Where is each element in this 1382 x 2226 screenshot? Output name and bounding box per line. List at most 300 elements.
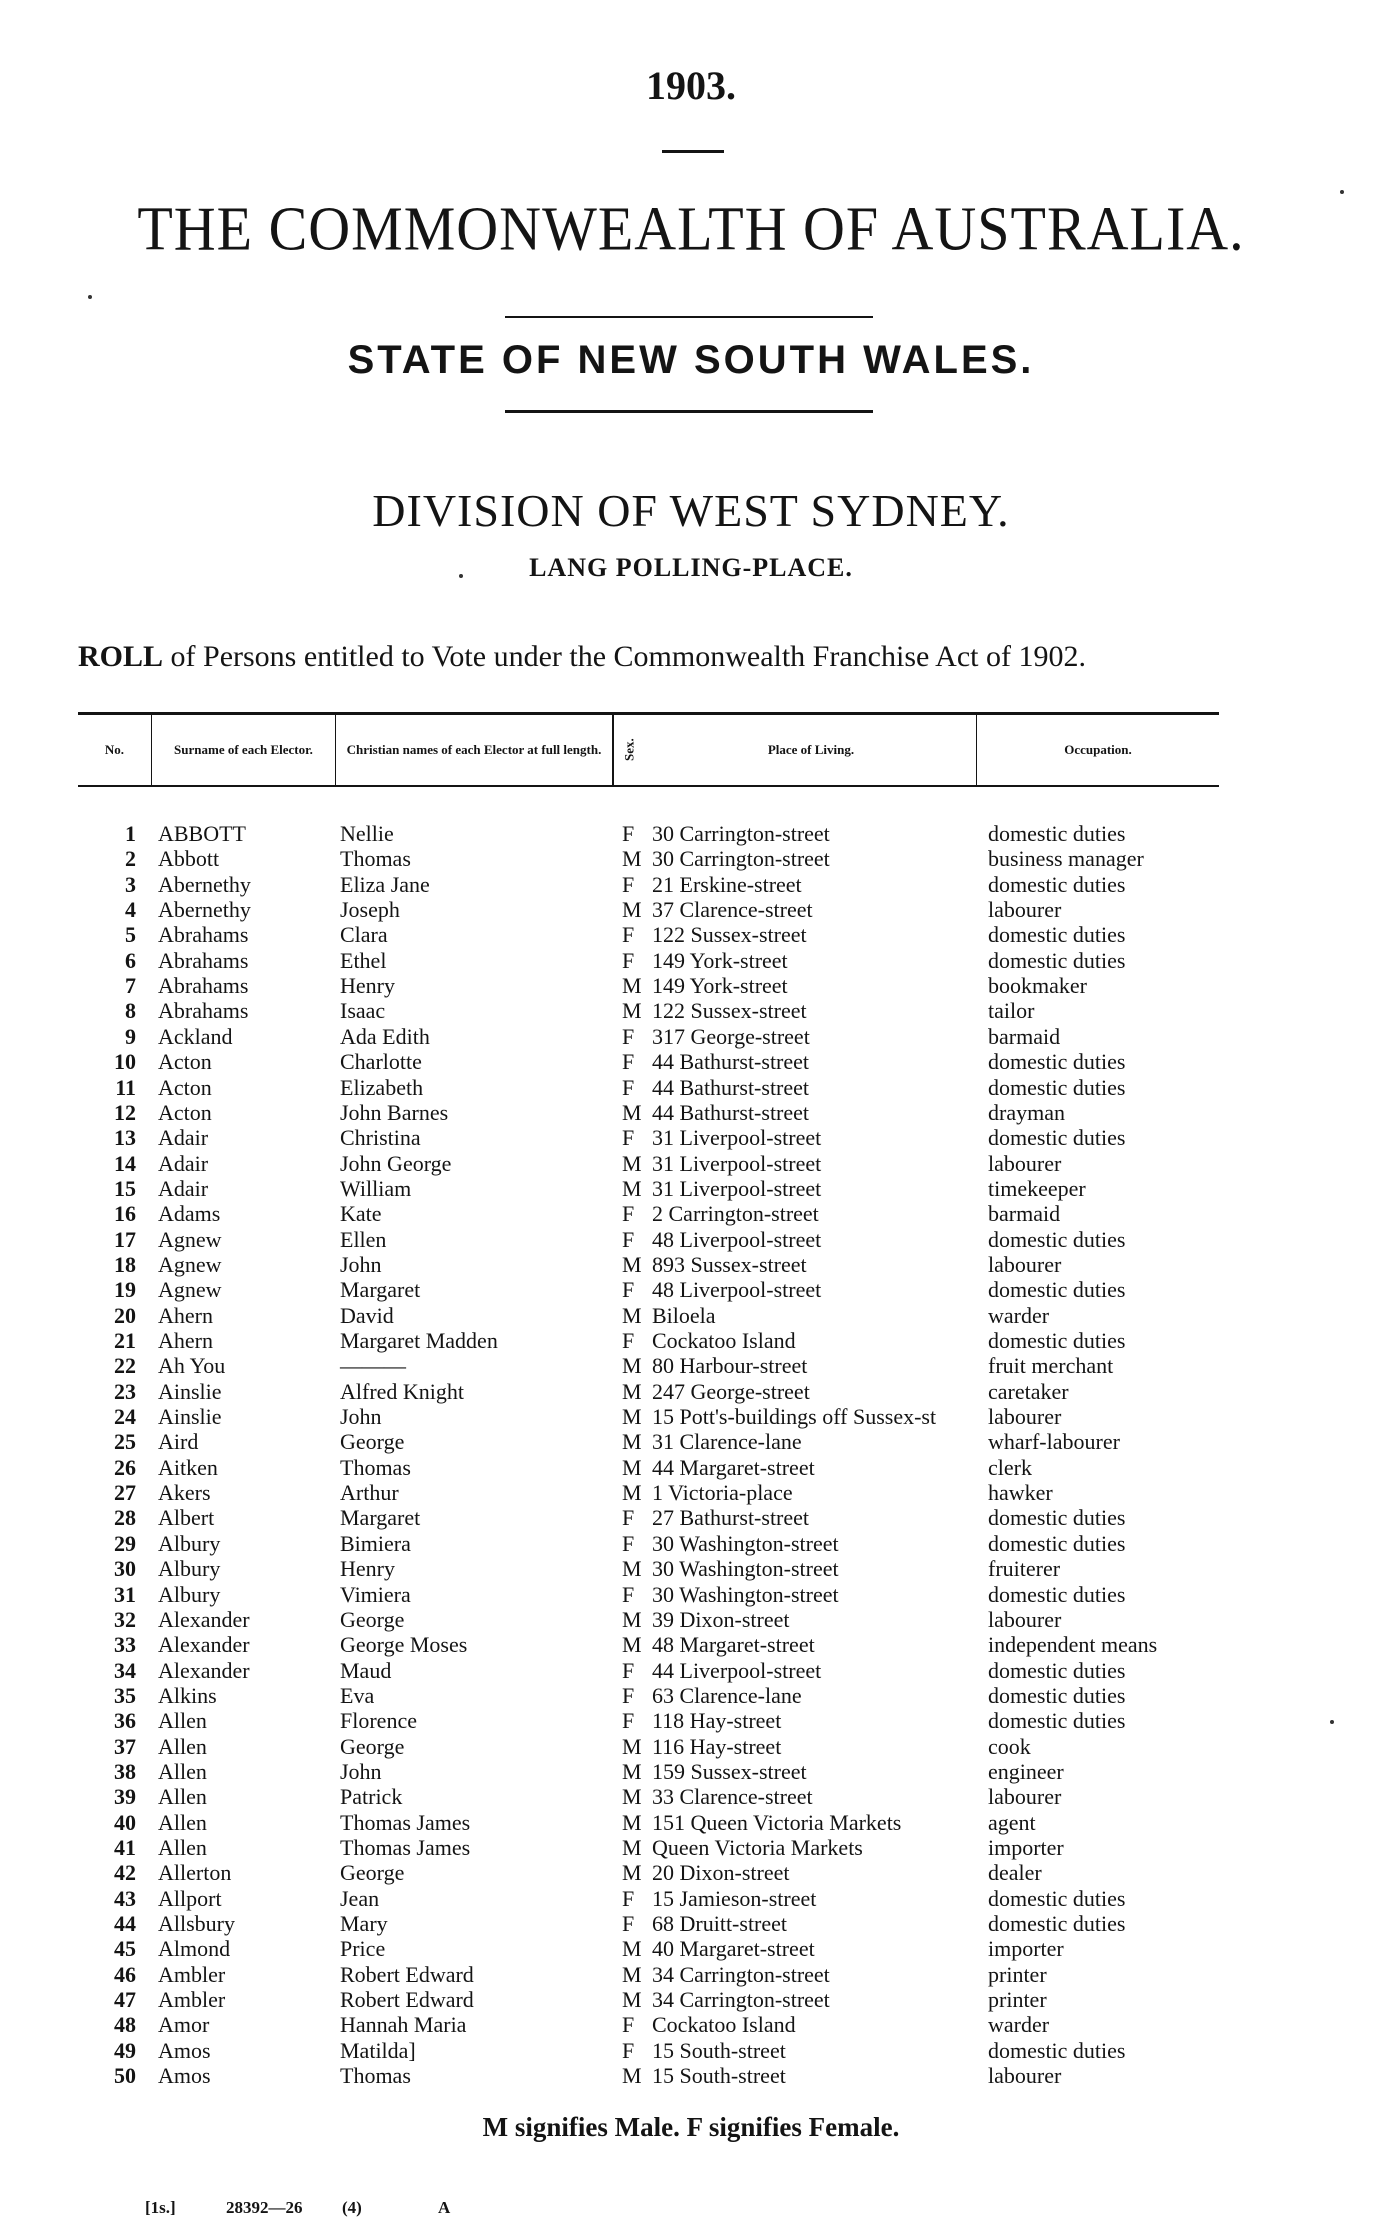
- row-number: 25: [114, 1429, 136, 1455]
- christian-names-cell: Hannah Maria: [340, 2012, 467, 2038]
- surname-cell: Adams: [158, 1201, 221, 1227]
- surname-cell: Abbott: [158, 846, 220, 872]
- christian-names-cell: Bimiera: [340, 1530, 411, 1556]
- sex-cell: M: [622, 1175, 642, 1201]
- column-header-no: No.: [78, 715, 152, 785]
- christian-names-cell: George Moses: [340, 1632, 468, 1658]
- surname-cell: Albury: [158, 1530, 221, 1556]
- place-of-living-cell: 122 Sussex-street: [652, 998, 807, 1024]
- occupation-cell: domestic duties: [988, 1049, 1126, 1075]
- row-number: 39: [114, 1784, 136, 1810]
- table-row: [0, 1936, 1382, 1961]
- division-heading: DIVISION OF WEST SYDNEY.: [372, 485, 1010, 536]
- christian-names-cell: Margaret: [340, 1505, 421, 1531]
- christian-names-cell: George: [340, 1429, 405, 1455]
- sex-cell: F: [622, 1885, 635, 1911]
- row-number: 41: [114, 1835, 136, 1860]
- divider-rule: [662, 150, 724, 153]
- christian-names-cell: George: [340, 1860, 405, 1886]
- christian-names-cell: Joseph: [340, 897, 400, 923]
- occupation-cell: domestic duties: [988, 1911, 1126, 1937]
- column-header-christian-names: Christian names of each Elector at full length.: [336, 715, 613, 785]
- place-of-living-cell: 30 Carrington-street: [652, 846, 830, 872]
- occupation-cell: cook: [988, 1733, 1031, 1759]
- occupation-cell: domestic duties: [988, 1682, 1126, 1708]
- place-of-living-cell: Queen Victoria Markets: [652, 1835, 863, 1860]
- occupation-cell: warder: [988, 1302, 1050, 1328]
- surname-cell: Almond: [158, 1936, 231, 1962]
- row-number: 40: [114, 1809, 136, 1835]
- table-row: [0, 2063, 1382, 2088]
- sex-cell: F: [622, 2012, 635, 2038]
- table-row: [0, 1303, 1382, 1328]
- table-row: [0, 1531, 1382, 1556]
- sex-cell: F: [622, 1657, 635, 1683]
- surname-cell: Allport: [158, 1885, 222, 1911]
- christian-names-cell: Mary: [340, 1911, 388, 1937]
- occupation-cell: importer: [988, 1835, 1064, 1860]
- christian-names-cell: Maud: [340, 1657, 392, 1683]
- occupation-cell: dealer: [988, 1860, 1042, 1886]
- table-row: [0, 1810, 1382, 1835]
- place-of-living-cell: 48 Liverpool-street: [652, 1226, 822, 1252]
- occupation-cell: domestic duties: [988, 2037, 1126, 2063]
- christian-names-cell: Jean: [340, 1885, 380, 1911]
- christian-names-cell: John: [340, 1404, 382, 1430]
- table-row: [0, 1505, 1382, 1530]
- christian-names-cell: Elizabeth: [340, 1074, 424, 1100]
- row-number: 45: [114, 1936, 136, 1962]
- place-of-living-cell: 34 Carrington-street: [652, 1987, 830, 2013]
- surname-cell: Ambler: [158, 1987, 226, 2013]
- christian-names-cell: Henry: [340, 973, 395, 999]
- divider-rule: [505, 410, 873, 413]
- sex-cell: M: [622, 1632, 642, 1658]
- place-of-living-cell: 247 George-street: [652, 1378, 810, 1404]
- surname-cell: Allerton: [158, 1860, 232, 1886]
- place-of-living-cell: 68 Druitt-street: [652, 1911, 788, 1937]
- occupation-cell: labourer: [988, 897, 1062, 923]
- occupation-cell: domestic duties: [988, 1277, 1126, 1303]
- row-number: 13: [114, 1125, 136, 1151]
- row-number: 49: [114, 2037, 136, 2063]
- surname-cell: Allen: [158, 1758, 207, 1784]
- christian-names-cell: Alfred Knight: [340, 1378, 465, 1404]
- surname-cell: Albert: [158, 1505, 215, 1531]
- occupation-cell: caretaker: [988, 1378, 1069, 1404]
- table-row: [0, 1379, 1382, 1404]
- table-row: [0, 1429, 1382, 1454]
- place-of-living-cell: 34 Carrington-street: [652, 1961, 830, 1987]
- row-number: 2: [125, 846, 136, 872]
- form-code: [1s.]: [145, 2198, 176, 2217]
- surname-cell: Allen: [158, 1809, 207, 1835]
- surname-cell: Alexander: [158, 1657, 250, 1683]
- row-number: 9: [125, 1023, 136, 1049]
- occupation-cell: wharf-labourer: [988, 1429, 1120, 1455]
- table-header: [78, 712, 1219, 787]
- surname-cell: Allen: [158, 1733, 207, 1759]
- christian-names-cell: Nellie: [340, 821, 394, 846]
- sex-cell: F: [622, 1682, 635, 1708]
- row-number: 32: [114, 1606, 136, 1632]
- speck: [1330, 1720, 1334, 1724]
- surname-cell: Albury: [158, 1581, 221, 1607]
- place-of-living-cell: 30 Washington-street: [652, 1581, 839, 1607]
- place-of-living-cell: 37 Clarence-street: [652, 897, 813, 923]
- occupation-cell: domestic duties: [988, 922, 1126, 948]
- place-of-living-cell: 44 Bathurst-street: [652, 1049, 810, 1075]
- sex-cell: M: [622, 998, 642, 1024]
- row-number: 15: [114, 1175, 136, 1201]
- table-row: [0, 821, 1382, 846]
- occupation-cell: printer: [988, 1987, 1047, 2013]
- occupation-cell: importer: [988, 1936, 1064, 1962]
- sex-cell: F: [622, 821, 635, 846]
- row-number: 46: [114, 1961, 136, 1987]
- occupation-cell: labourer: [988, 1606, 1062, 1632]
- row-number: 10: [114, 1049, 136, 1075]
- surname-cell: Allen: [158, 1784, 207, 1810]
- place-of-living-cell: 151 Queen Victoria Markets: [652, 1809, 902, 1835]
- sex-cell: M: [622, 1454, 642, 1480]
- surname-cell: Abrahams: [158, 973, 249, 999]
- sex-cell: M: [622, 1150, 642, 1176]
- row-number: 43: [114, 1885, 136, 1911]
- row-number: 6: [125, 947, 136, 973]
- place-of-living-cell: 30 Carrington-street: [652, 821, 830, 846]
- row-number: 19: [114, 1277, 136, 1303]
- sex-cell: F: [622, 1505, 635, 1531]
- sex-cell: M: [622, 1733, 642, 1759]
- surname-cell: Allen: [158, 1708, 207, 1734]
- occupation-cell: domestic duties: [988, 1226, 1126, 1252]
- occupation-cell: domestic duties: [988, 1581, 1126, 1607]
- row-number: 38: [114, 1758, 136, 1784]
- table-row: [0, 1784, 1382, 1809]
- sex-cell: M: [622, 1099, 642, 1125]
- sex-cell: F: [622, 1530, 635, 1556]
- row-number: 12: [114, 1099, 136, 1125]
- table-row: [0, 1100, 1382, 1125]
- sheet-letter: A: [438, 2198, 451, 2217]
- place-of-living-cell: 44 Bathurst-street: [652, 1099, 810, 1125]
- christian-names-cell: Robert Edward: [340, 1961, 474, 1987]
- row-number: 1: [125, 821, 136, 846]
- speck: [88, 295, 92, 299]
- table-row: [0, 1708, 1382, 1733]
- table-row: [0, 1252, 1382, 1277]
- place-of-living-cell: 39 Dixon-street: [652, 1606, 790, 1632]
- table-row: [0, 1455, 1382, 1480]
- christian-names-cell: Thomas: [340, 1454, 411, 1480]
- sex-legend: M signifies Male. F signifies Female.: [482, 2112, 900, 2142]
- surname-cell: Aird: [158, 1429, 199, 1455]
- speck: [1340, 190, 1344, 194]
- occupation-cell: barmaid: [988, 1201, 1061, 1227]
- occupation-cell: domestic duties: [988, 947, 1126, 973]
- row-number: 21: [114, 1328, 136, 1353]
- sex-cell: F: [622, 1581, 635, 1607]
- sex-cell: M: [622, 1480, 642, 1506]
- occupation-cell: domestic duties: [988, 1328, 1126, 1353]
- table-row: [0, 1277, 1382, 1302]
- christian-names-cell: John: [340, 1758, 382, 1784]
- surname-cell: Ackland: [158, 1023, 233, 1049]
- occupation-cell: timekeeper: [988, 1175, 1086, 1201]
- row-number: 14: [114, 1150, 136, 1176]
- row-number: 22: [114, 1353, 136, 1379]
- christian-names-cell: Florence: [340, 1708, 417, 1734]
- christian-names-cell: Margaret Madden: [340, 1328, 498, 1353]
- table-row: [0, 872, 1382, 897]
- place-of-living-cell: 116 Hay-street: [652, 1733, 782, 1759]
- place-of-living-cell: 31 Clarence-lane: [652, 1429, 802, 1455]
- surname-cell: Acton: [158, 1049, 212, 1075]
- table-row: [0, 973, 1382, 998]
- christian-names-cell: John Barnes: [340, 1099, 449, 1125]
- speck: [459, 574, 463, 578]
- row-number: 7: [125, 973, 136, 999]
- occupation-cell: domestic duties: [988, 821, 1126, 846]
- sex-cell: F: [622, 947, 635, 973]
- surname-cell: Alkins: [158, 1682, 217, 1708]
- table-row: [0, 2012, 1382, 2037]
- occupation-cell: agent: [988, 1809, 1036, 1835]
- christian-names-cell: Price: [340, 1936, 386, 1962]
- row-number: 50: [114, 2063, 136, 2089]
- surname-cell: Agnew: [158, 1277, 222, 1303]
- place-of-living-cell: 80 Harbour-street: [652, 1353, 808, 1379]
- table-row: [0, 1201, 1382, 1226]
- table-row: [0, 897, 1382, 922]
- christian-names-cell: Thomas James: [340, 1835, 471, 1860]
- state-heading: STATE OF NEW SOUTH WALES.: [347, 338, 1035, 382]
- sex-cell: M: [622, 1987, 642, 2013]
- row-number: 4: [125, 897, 136, 923]
- table-row: [0, 1632, 1382, 1657]
- surname-cell: Amor: [158, 2012, 210, 2038]
- row-number: 30: [114, 1556, 136, 1582]
- row-number: 42: [114, 1860, 136, 1886]
- column-header-occupation: Occupation.: [1064, 741, 1132, 757]
- surname-cell: Allen: [158, 1835, 207, 1860]
- place-of-living-cell: 30 Washington-street: [652, 1530, 839, 1556]
- occupation-cell: engineer: [988, 1758, 1064, 1784]
- place-of-living-cell: 63 Clarence-lane: [652, 1682, 802, 1708]
- christian-names-cell: Patrick: [340, 1784, 403, 1810]
- occupation-cell: labourer: [988, 1251, 1062, 1277]
- surname-cell: Ainslie: [158, 1404, 222, 1430]
- surname-cell: Abrahams: [158, 922, 249, 948]
- christian-names-cell: Thomas: [340, 2063, 411, 2089]
- row-number: 17: [114, 1226, 136, 1252]
- table-row: [0, 1075, 1382, 1100]
- occupation-cell: clerk: [988, 1454, 1032, 1480]
- sex-cell: F: [622, 1125, 635, 1151]
- occupation-cell: bookmaker: [988, 973, 1087, 999]
- place-of-living-cell: Cockatoo Island: [652, 2012, 796, 2038]
- surname-cell: Albury: [158, 1556, 221, 1582]
- place-of-living-cell: 149 York-street: [652, 947, 788, 973]
- column-header-place: Place of Living.: [646, 715, 977, 785]
- surname-cell: Acton: [158, 1074, 212, 1100]
- christian-names-cell: Kate: [340, 1201, 382, 1227]
- place-of-living-cell: 15 Jamieson-street: [652, 1885, 817, 1911]
- row-number: 37: [114, 1733, 136, 1759]
- row-number: 26: [114, 1454, 136, 1480]
- occupation-cell: labourer: [988, 1150, 1062, 1176]
- occupation-cell: domestic duties: [988, 1657, 1126, 1683]
- row-number: 29: [114, 1530, 136, 1556]
- place-of-living-cell: 1 Victoria-place: [652, 1480, 793, 1506]
- place-of-living-cell: 2 Carrington-street: [652, 1201, 819, 1227]
- surname-cell: Amos: [158, 2063, 211, 2089]
- christian-names-cell: Christina: [340, 1125, 421, 1151]
- sex-cell: M: [622, 1758, 642, 1784]
- table-row: [0, 1125, 1382, 1150]
- sex-cell: F: [622, 1226, 635, 1252]
- christian-names-cell: George: [340, 1606, 405, 1632]
- table-row: [0, 1911, 1382, 1936]
- surname-cell: Abernethy: [158, 871, 251, 897]
- sex-cell: F: [622, 2037, 635, 2063]
- table-row: [0, 1353, 1382, 1378]
- surname-cell: Akers: [158, 1480, 211, 1506]
- row-number: 5: [125, 922, 136, 948]
- table-row: [0, 1987, 1382, 2012]
- surname-cell: Ah You: [158, 1353, 226, 1379]
- column-header-sex: Sex.: [613, 715, 646, 785]
- sex-cell: F: [622, 1049, 635, 1075]
- place-of-living-cell: 15 Pott's-buildings off Sussex-st: [652, 1404, 937, 1430]
- place-of-living-cell: 40 Margaret-street: [652, 1936, 815, 1962]
- table-row: [0, 1480, 1382, 1505]
- table-row: [0, 1835, 1382, 1860]
- occupation-cell: domestic duties: [988, 1074, 1126, 1100]
- surname-cell: Abernethy: [158, 897, 251, 923]
- table-row: [0, 1176, 1382, 1201]
- christian-names-cell: David: [340, 1302, 394, 1328]
- divider-rule: [505, 316, 873, 318]
- sex-cell: F: [622, 1708, 635, 1734]
- occupation-cell: domestic duties: [988, 1885, 1126, 1911]
- occupation-cell: domestic duties: [988, 1505, 1126, 1531]
- row-number: 48: [114, 2012, 136, 2038]
- surname-cell: Aitken: [158, 1454, 218, 1480]
- surname-cell: Abrahams: [158, 947, 249, 973]
- sex-cell: F: [622, 1277, 635, 1303]
- occupation-cell: labourer: [988, 1784, 1062, 1810]
- place-of-living-cell: Biloela: [652, 1302, 716, 1328]
- year-heading: 1903.: [646, 63, 736, 108]
- christian-names-cell: Thomas James: [340, 1809, 471, 1835]
- sex-cell: M: [622, 1353, 642, 1379]
- table-row: [0, 1582, 1382, 1607]
- commonwealth-title: THE COMMONWEALTH OF AUSTRALIA.: [137, 193, 1245, 264]
- occupation-cell: fruit merchant: [988, 1353, 1114, 1379]
- sex-cell: M: [622, 1251, 642, 1277]
- christian-names-cell: Ethel: [340, 947, 387, 973]
- table-row: [0, 1759, 1382, 1784]
- christian-names-cell: John George: [340, 1150, 452, 1176]
- occupation-cell: fruiterer: [988, 1556, 1061, 1582]
- place-of-living-cell: 48 Margaret-street: [652, 1632, 815, 1658]
- table-row: [0, 846, 1382, 871]
- place-of-living-cell: 48 Liverpool-street: [652, 1277, 822, 1303]
- sex-cell: F: [622, 1074, 635, 1100]
- surname-cell: Agnew: [158, 1251, 222, 1277]
- table-row: [0, 1024, 1382, 1049]
- row-number: 35: [114, 1682, 136, 1708]
- place-of-living-cell: 149 York-street: [652, 973, 788, 999]
- table-row: [0, 1404, 1382, 1429]
- row-number: 11: [115, 1074, 136, 1100]
- christian-names-cell: Vimiera: [340, 1581, 411, 1607]
- occupation-cell: barmaid: [988, 1023, 1061, 1049]
- christian-names-cell: Ellen: [340, 1226, 387, 1252]
- table-row: [0, 1049, 1382, 1074]
- row-number: 27: [114, 1480, 136, 1506]
- christian-names-cell: ———: [340, 1353, 406, 1379]
- christian-names-cell: Eliza Jane: [340, 871, 430, 897]
- surname-cell: Adair: [158, 1125, 209, 1151]
- christian-names-cell: Ada Edith: [340, 1023, 430, 1049]
- sex-cell: M: [622, 1378, 642, 1404]
- roll-description: of Persons entitled to Vote under the Commonwealth Franchise Act of 1902.: [163, 640, 1086, 673]
- sex-cell: M: [622, 1556, 642, 1582]
- place-of-living-cell: 44 Bathurst-street: [652, 1074, 810, 1100]
- place-of-living-cell: 317 George-street: [652, 1023, 810, 1049]
- surname-cell: Agnew: [158, 1226, 222, 1252]
- row-number: 23: [114, 1378, 136, 1404]
- table-row: [0, 1962, 1382, 1987]
- place-of-living-cell: 21 Erskine-street: [652, 871, 802, 897]
- sex-cell: F: [622, 1023, 635, 1049]
- row-number: 24: [114, 1404, 136, 1430]
- table-row: [0, 1734, 1382, 1759]
- place-of-living-cell: 31 Liverpool-street: [652, 1175, 822, 1201]
- roll-title: [78, 640, 1228, 674]
- surname-cell: Adair: [158, 1175, 209, 1201]
- occupation-cell: hawker: [988, 1480, 1053, 1506]
- christian-names-cell: George: [340, 1733, 405, 1759]
- row-number: 36: [114, 1708, 136, 1734]
- surname-cell: Ainslie: [158, 1378, 222, 1404]
- occupation-cell: printer: [988, 1961, 1047, 1987]
- christian-names-cell: Thomas: [340, 846, 411, 872]
- sex-cell: M: [622, 1429, 642, 1455]
- occupation-cell: domestic duties: [988, 871, 1126, 897]
- table-row: [0, 1683, 1382, 1708]
- place-of-living-cell: 31 Liverpool-street: [652, 1125, 822, 1151]
- row-number: 18: [114, 1251, 136, 1277]
- surname-cell: ABBOTT: [158, 821, 246, 846]
- christian-names-cell: Clara: [340, 922, 388, 948]
- table-row: [0, 1658, 1382, 1683]
- place-of-living-cell: 118 Hay-street: [652, 1708, 782, 1734]
- place-of-living-cell: 31 Liverpool-street: [652, 1150, 822, 1176]
- table-row: [0, 948, 1382, 973]
- christian-names-cell: Henry: [340, 1556, 395, 1582]
- sex-cell: M: [622, 973, 642, 999]
- table-row: [0, 922, 1382, 947]
- surname-cell: Acton: [158, 1099, 212, 1125]
- table-row: [0, 998, 1382, 1023]
- sex-cell: M: [622, 1404, 642, 1430]
- sex-cell: F: [622, 922, 635, 948]
- polling-place-heading: LANG POLLING-PLACE.: [529, 553, 853, 582]
